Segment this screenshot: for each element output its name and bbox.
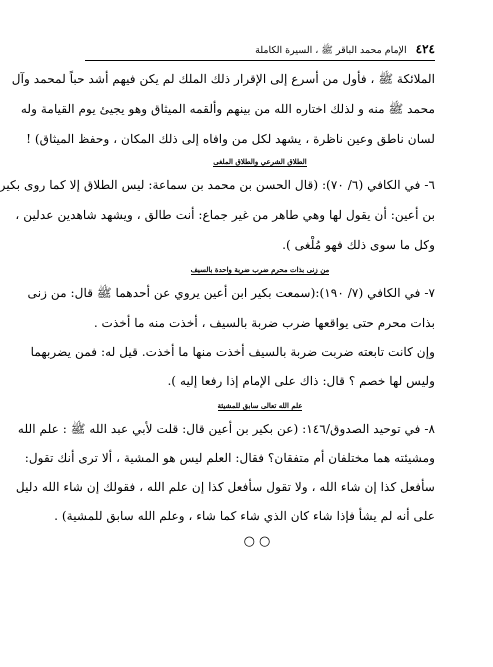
body-line: ٦- في الكافي (٦/ ٧٠): (قال الحسن بن محمد بن سماعة: ليس الطلاق إلا كما روى بكير [0, 178, 435, 192]
subheading-text: من زنى بذات محرم ضرب ضربة واحدة بالسيف [190, 265, 330, 274]
subheading-text: علم الله تعالى سابق للمشيئة [217, 401, 303, 410]
body-line: ٧- في الكافي (٧/ ١٩٠):(سمعت بكير ابن أعين يروي عن أحدهما ﷺ قال: من زنى [27, 286, 435, 300]
running-header [85, 43, 435, 57]
body-line: الملائكة ﷺ ، فأول من أسرع إلى الإقرار ذلك الملك لم يكن فيهم أشد حباً لمحمد وآل [11, 72, 435, 86]
running-title: الإمام محمد الباقر ﷺ ، السيرة الكاملة [255, 45, 407, 56]
end-ornament: ○○ [243, 534, 275, 549]
subheading [85, 401, 435, 410]
body-line: على أنه لم يشأ فإذا شاء كان الذي شاء كما شاء ، وعلم الله سابق للمشية) . [54, 509, 435, 523]
body-line: لسان ناطق وعين ناظرة ، يشهد لكل من وافاه إلى ذلك المكان ، وحفظ الميثاق) ! [26, 132, 435, 146]
body-line: بن أعين: أن يقول لها وهي طاهر من غير جماع: أنت طالق ، ويشهد شاهدين عدلين ، [15, 208, 435, 222]
body-line: ٨- في توحيد الصدوق/١٤٦: (عن بكير بن أعين قال: قلت لأبي عبد الله ﷺ : علم الله [17, 422, 435, 436]
page-number: ٤٢٤ [415, 42, 435, 56]
subheading [85, 157, 435, 166]
body-line: وإن كانت تابعته ضربت ضربة بالسيف أخذت منها ما أخذت. قيل له: فمن يضربهما [30, 345, 435, 359]
subheading [85, 265, 435, 274]
body-line: وكل ما سوى ذلك فهو مُلْغى ). [282, 238, 435, 252]
body-line: بذات محرم حتى يواقعها ضرب ضربة بالسيف ، أخذت منه ما أخذت . [93, 316, 435, 330]
body-line: ومشيئته هما مختلفان أم متفقان؟ فقال: العلم ليس هو المشية ، ألا ترى أنك تقول: [24, 451, 435, 465]
subheading-text: الطلاق الشرعي والطلاق الملغى [213, 157, 307, 166]
header-rule [85, 60, 435, 61]
body-line: سأفعل كذا إن شاء الله ، ولا تقول سأفعل كذا إن علم الله ، فقولك إن شاء الله دليل [15, 480, 435, 494]
body-line: وليس لها خصم ؟ قال: ذاك على الإمام إذا رفعا إليه ). [167, 374, 435, 388]
body-line: محمد ﷺ منه و لذلك اختاره الله من بينهم وألقمه الميثاق وهو يجيئ يوم القيامة وله [20, 102, 435, 116]
